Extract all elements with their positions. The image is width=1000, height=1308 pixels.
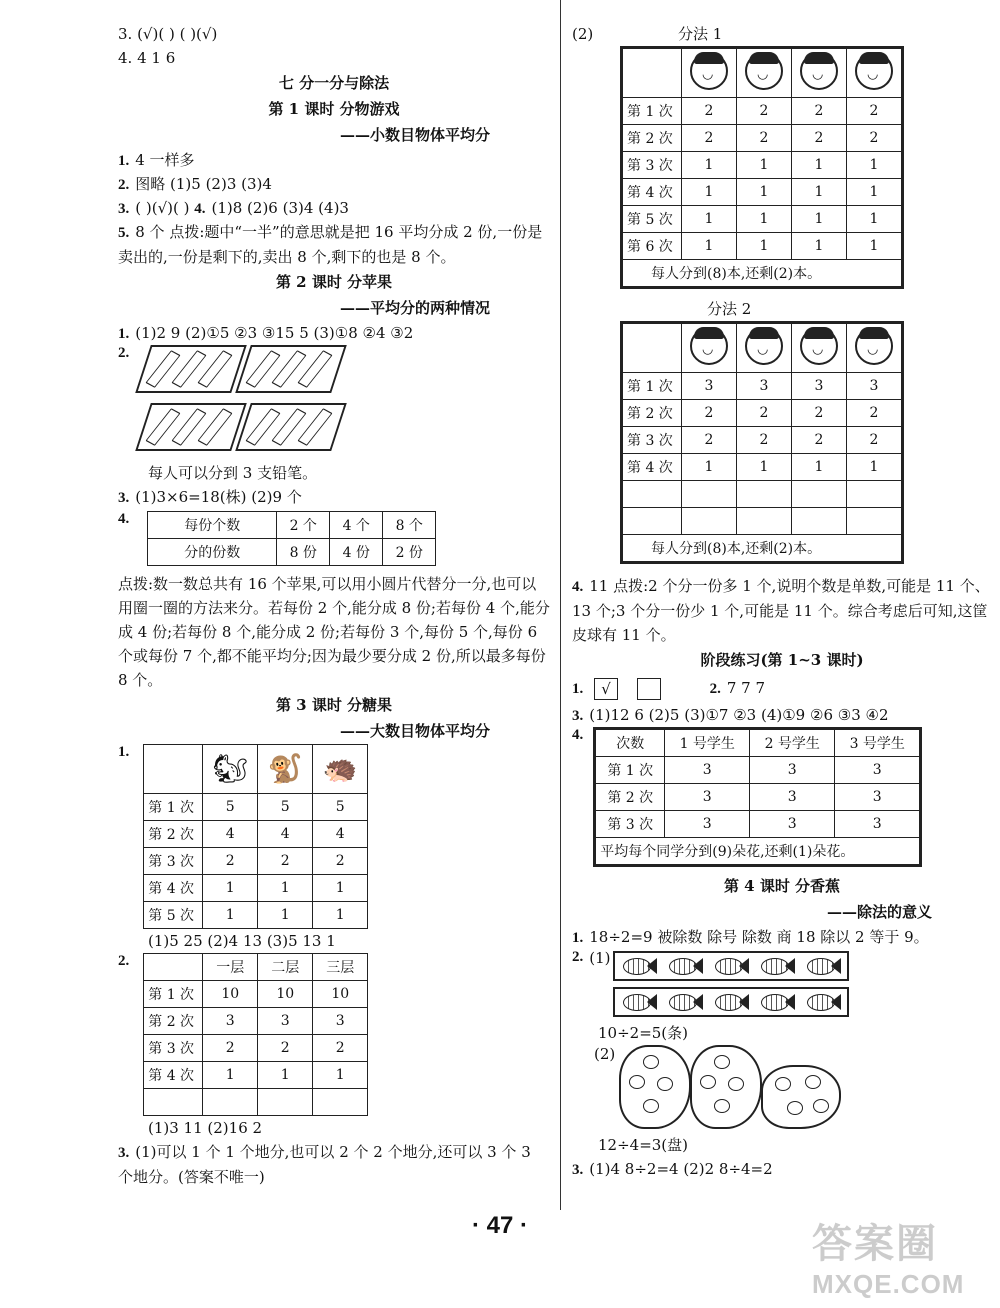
table-cell (144, 1089, 203, 1116)
answer-note: 点拨:数一数总共有 16 个苹果,可以用小圆片代替分一分,也可以用圈一圈的方法来分。若每份 2 个,能分成 8 份;若每份 4 个,能分成 4 份;若每份 8 个,能分成 2 份;若每份 3 个,每份 5 个,每份 6 个或每份 7 个,都不能平均分;因为最少要分成 2 份,所以最多每份 8 个。 (118, 575, 550, 689)
table-cell: 2 (847, 98, 902, 125)
table-cell (203, 1089, 258, 1116)
table-cell: 3 (258, 1008, 313, 1035)
table-cell: 第 4 次 (144, 875, 203, 902)
question-number: 1. (118, 326, 130, 342)
table-cell: 2 (682, 98, 737, 125)
fish-icon (757, 955, 797, 977)
table-cell: 4 份 (330, 539, 383, 566)
table-cell (847, 508, 902, 535)
pencil-group-icon (235, 403, 347, 451)
table-row (144, 902, 368, 929)
table-cell: 第 2 次 (623, 125, 682, 152)
table-cell: 5 (203, 794, 258, 821)
table-row (623, 481, 902, 508)
table-cell (737, 508, 792, 535)
table-cell: 2 (203, 848, 258, 875)
table-row (623, 206, 902, 233)
fish-icon (803, 991, 843, 1013)
question-number: 2. (118, 177, 130, 193)
table-cell (682, 49, 737, 98)
table-cell (792, 481, 847, 508)
table-row (596, 811, 920, 838)
table-cell: 4 个 (330, 512, 383, 539)
question-number: 3. (572, 1162, 584, 1178)
table-cell (144, 954, 203, 981)
table-row (623, 427, 902, 454)
table-cell (682, 324, 737, 373)
answer-text: (1)2 9 (2)①5 ②3 ③15 5 (3)①8 ②4 ③2 (135, 324, 414, 342)
table-cell: 2 (847, 427, 902, 454)
answer-text: (1)可以 1 个 1 个地分,也可以 2 个 2 个地分,还可以 3 个 3 个地分。(答案不唯一) (118, 1143, 531, 1186)
question-number: 2. (572, 949, 584, 965)
table-cell: 2 (847, 400, 902, 427)
fish-icon (665, 991, 705, 1013)
question-number: 1. (572, 930, 584, 946)
answer-text: (1)3×6=18(株) (2)9 个 (135, 488, 302, 506)
fish-icon (757, 991, 797, 1013)
squirrel-icon: 🐿 (212, 752, 249, 785)
table-row (623, 49, 902, 98)
shelf-division-table (143, 953, 368, 1116)
answer-text: (1)12 6 (2)5 (3)①7 ②3 (4)①9 ②6 ③3 ④2 (589, 706, 889, 724)
table-cell: 第 1 次 (144, 794, 203, 821)
table-cell: 3 号学生 (835, 730, 920, 757)
table-cell: 2 (737, 400, 792, 427)
table-cell (737, 324, 792, 373)
question-number: 3. (118, 201, 130, 217)
table-row (623, 125, 902, 152)
table-row (144, 745, 368, 794)
table-row (623, 233, 902, 260)
table-cell: 第 2 次 (144, 821, 203, 848)
table-cell: 1 号学生 (665, 730, 750, 757)
lesson-subtitle: ——除法的意义 (826, 903, 932, 921)
table-cell: 1 (737, 152, 792, 179)
table-cell (623, 508, 682, 535)
flower-division-table (595, 729, 920, 865)
table-cell: 1 (847, 152, 902, 179)
equation: 10÷2=5(条) (598, 1024, 689, 1042)
pencil-group-icon (135, 403, 247, 451)
table-row (144, 1062, 368, 1089)
flower-table-frame (593, 727, 922, 867)
lesson-title: 第 4 课时 分香蕉 (723, 877, 841, 895)
apple-division-table (147, 511, 436, 566)
table-cell: 4 (313, 821, 368, 848)
table-cell: 2 (682, 427, 737, 454)
table-cell (847, 481, 902, 508)
table-row (144, 821, 368, 848)
table-cell: 3 (313, 1008, 368, 1035)
answer-text: 每人可以分到 3 支铅笔。 (148, 464, 318, 482)
table-cell (847, 49, 902, 98)
table-cell: 1 (737, 454, 792, 481)
answer-note: 8 个 点拨:题中“一半”的意思就是把 16 平均分成 2 份,一份是卖出的,一份是剩下的,卖出 8 个,剩下的也是 8 个。 (118, 223, 543, 266)
table-cell: 第 2 次 (596, 784, 665, 811)
table-cell: 2 (737, 427, 792, 454)
lesson-subtitle: ——小数目物体平均分 (339, 126, 490, 144)
table-note: 每人分到(8)本,还剩(2)本。 (623, 260, 902, 287)
table-cell (792, 49, 847, 98)
table-note: 每人分到(8)本,还剩(2)本。 (623, 535, 902, 562)
sub-question-label: (2) (594, 1045, 616, 1063)
table-cell: 1 (313, 875, 368, 902)
book-division-table-1 (622, 48, 902, 287)
table-cell (792, 324, 847, 373)
question-number: 4. (194, 201, 206, 217)
table-cell: 5 (313, 794, 368, 821)
table-cell: 3 (665, 784, 750, 811)
question-number: 3. (118, 490, 130, 506)
table-row (623, 454, 902, 481)
table-cell: 2 (682, 125, 737, 152)
chapter-title: 七 分一分与除法 (278, 74, 390, 92)
table-cell: 4 (258, 821, 313, 848)
table-cell (623, 481, 682, 508)
fish-icon (711, 955, 751, 977)
table-cell: 第 1 次 (596, 757, 665, 784)
table-row (144, 1008, 368, 1035)
table-cell: 1 (847, 179, 902, 206)
answer-text: (1)8 (2)6 (3)4 (4)3 (211, 199, 349, 217)
table-cell (313, 1089, 368, 1116)
table-cell (313, 745, 368, 794)
table-row (144, 794, 368, 821)
table-row (596, 838, 920, 865)
table-cell: 2 (792, 427, 847, 454)
answer-note: 11 点拨:2 个分一份多 1 个,说明个数是单数,可能是 11 个、13 个;3 个分一份少 1 个,可能是 11 个。综合考虑后可知,这筐皮球有 11 个。 (572, 577, 990, 644)
lesson-subtitle: ——大数目物体平均分 (339, 722, 490, 740)
table-row (144, 954, 368, 981)
answer-text: 4 一样多 (135, 151, 195, 169)
method-title: 分法 2 (707, 300, 752, 318)
table-row (623, 98, 902, 125)
table-cell: 第 5 次 (623, 206, 682, 233)
table-cell (623, 324, 682, 373)
table-cell: 第 3 次 (596, 811, 665, 838)
child-face-icon (690, 327, 728, 365)
table-row (596, 784, 920, 811)
fish-icon (665, 955, 705, 977)
table-cell: 第 3 次 (623, 427, 682, 454)
child-face-icon (800, 327, 838, 365)
table-cell: 3 (682, 373, 737, 400)
question-number: 4. (118, 511, 130, 527)
table-cell: 第 3 次 (144, 1035, 203, 1062)
check-box-checked: √ (594, 678, 618, 700)
table-row (596, 757, 920, 784)
table-cell (792, 508, 847, 535)
watermark-text: 答案圈 (812, 1222, 938, 1266)
right-column (572, 22, 992, 1181)
question-number: 2. (118, 345, 130, 361)
table-cell: 8 份 (277, 539, 330, 566)
method-title: 分法 1 (678, 25, 723, 43)
table-cell: 1 (203, 875, 258, 902)
table-cell: 一层 (203, 954, 258, 981)
pencil-figure (118, 345, 550, 461)
question-number: 1. (118, 744, 130, 760)
table-cell: 10 (313, 981, 368, 1008)
table-cell: 第 4 次 (144, 1062, 203, 1089)
table-cell: 1 (792, 179, 847, 206)
table-row (148, 512, 436, 539)
table-cell: 1 (737, 206, 792, 233)
question-number: 2. (709, 681, 721, 697)
table-cell: 1 (313, 1062, 368, 1089)
question-number: 5. (118, 225, 130, 241)
table-cell: 分的份数 (148, 539, 277, 566)
table-cell (682, 481, 737, 508)
question-number: 3. (118, 1145, 130, 1161)
table-cell: 3 (737, 373, 792, 400)
table-row (623, 179, 902, 206)
child-face-icon (690, 52, 728, 90)
table-cell: 2 (737, 125, 792, 152)
fish-icon (803, 955, 843, 977)
page-number: · 47 · (471, 1212, 528, 1239)
table-cell: 3 (750, 757, 835, 784)
table-cell: 3 (847, 373, 902, 400)
plate-icon (761, 1065, 841, 1129)
table-cell: 10 (258, 981, 313, 1008)
table-cell: 3 (835, 811, 920, 838)
table-cell: 第 2 次 (144, 1008, 203, 1035)
table-row (623, 400, 902, 427)
table-cell: 1 (203, 1062, 258, 1089)
table-cell: 2 号学生 (750, 730, 835, 757)
table-cell: 8 个 (383, 512, 436, 539)
table-cell: 2 (737, 98, 792, 125)
answer-line: 3. (√)( ) ( )(√) (118, 25, 218, 43)
check-box-empty (637, 678, 661, 700)
sub-question-label: (1) (589, 949, 611, 967)
table-cell: 1 (847, 233, 902, 260)
table-cell: 2 (258, 1035, 313, 1062)
table-cell: 第 5 次 (144, 902, 203, 929)
table-cell: 1 (792, 152, 847, 179)
table-cell: 1 (792, 233, 847, 260)
table-cell (258, 1089, 313, 1116)
table-row (144, 875, 368, 902)
pencil-group-icon (235, 345, 347, 393)
table-cell: 每份个数 (148, 512, 277, 539)
table-cell: 3 (203, 1008, 258, 1035)
table-cell: 第 1 次 (623, 98, 682, 125)
table-row (148, 539, 436, 566)
fish-group (613, 951, 849, 981)
table-cell (258, 745, 313, 794)
table-cell: 三层 (313, 954, 368, 981)
table-row (623, 152, 902, 179)
watermark-logo (812, 1212, 992, 1302)
fish-figure (613, 949, 849, 1021)
table-cell: 1 (682, 152, 737, 179)
answer-text: 7 7 7 (726, 679, 766, 697)
table-cell: 2 (313, 1035, 368, 1062)
table-cell: 5 (258, 794, 313, 821)
table-row (144, 848, 368, 875)
lesson-title: 第 2 课时 分苹果 (275, 273, 393, 291)
table-cell: 第 4 次 (623, 179, 682, 206)
plate-icon (619, 1045, 691, 1129)
fish-icon (711, 991, 751, 1013)
monkey-icon: 🐒 (267, 752, 303, 785)
table-cell (737, 49, 792, 98)
table-cell: 2 (792, 98, 847, 125)
sub-question-label: (2) (572, 25, 594, 43)
table-cell: 1 (682, 454, 737, 481)
table-row (623, 535, 902, 562)
watermark-url: MXQE.COM (812, 1269, 965, 1299)
table-cell: 3 (835, 757, 920, 784)
table-cell: 2 (682, 400, 737, 427)
hedgehog-icon: 🦔 (322, 752, 358, 785)
stage-practice-title: 阶段练习(第 1~3 课时) (700, 651, 864, 669)
table-cell: 2 (203, 1035, 258, 1062)
table-cell: 2 (792, 400, 847, 427)
table-cell: 1 (737, 233, 792, 260)
table-cell: 第 6 次 (623, 233, 682, 260)
table-cell (203, 745, 258, 794)
table-row (623, 324, 902, 373)
table-cell: 3 (792, 373, 847, 400)
question-number: 1. (572, 681, 584, 697)
child-face-icon (855, 52, 893, 90)
table-cell: 1 (313, 902, 368, 929)
table-cell: 第 1 次 (144, 981, 203, 1008)
lesson-subtitle: ——平均分的两种情况 (339, 299, 490, 317)
table-row (144, 1035, 368, 1062)
child-face-icon (745, 327, 783, 365)
answer-text: (1)4 8÷2=4 (2)2 8÷4=2 (589, 1160, 773, 1178)
table-cell: 次数 (596, 730, 665, 757)
apple-plates-figure (619, 1045, 835, 1133)
question-number: 3. (572, 708, 584, 724)
left-column (118, 22, 550, 1189)
table-cell: 1 (682, 233, 737, 260)
table-cell: 第 3 次 (623, 152, 682, 179)
fish-icon (619, 991, 659, 1013)
lesson-title: 第 3 课时 分糖果 (275, 696, 393, 714)
question-number: 1. (118, 153, 130, 169)
book-division-table-2 (622, 323, 902, 562)
answer-text: 18÷2=9 被除数 除号 除数 商 18 除以 2 等于 9。 (589, 928, 929, 946)
answer-text: 图略 (1)5 (2)3 (3)4 (135, 175, 272, 193)
child-face-icon (800, 52, 838, 90)
table-cell: 1 (847, 206, 902, 233)
child-face-icon (855, 327, 893, 365)
table-cell: 二层 (258, 954, 313, 981)
table-cell (144, 745, 203, 794)
table-cell: 1 (792, 206, 847, 233)
method1-table-frame (620, 46, 904, 289)
pencil-group-icon (135, 345, 247, 393)
lesson-title: 第 1 课时 分物游戏 (268, 100, 400, 118)
answer-line: 4. 4 1 6 (118, 49, 176, 67)
table-cell: 1 (737, 179, 792, 206)
table-row (144, 1089, 368, 1116)
answer-text: ( )(√)( ) (135, 199, 190, 217)
table-cell: 第 4 次 (623, 454, 682, 481)
question-number: 2. (118, 953, 130, 969)
plate-icon (690, 1045, 762, 1129)
table-row (144, 981, 368, 1008)
table-cell: 第 1 次 (623, 373, 682, 400)
child-face-icon (745, 52, 783, 90)
table-cell: 2 (313, 848, 368, 875)
table-cell: 第 3 次 (144, 848, 203, 875)
table-cell: 第 2 次 (623, 400, 682, 427)
table-cell: 1 (682, 179, 737, 206)
method2-table-frame (620, 321, 904, 564)
table-row (623, 260, 902, 287)
table-row (623, 508, 902, 535)
table-cell: 2 个 (277, 512, 330, 539)
question-number: 4. (572, 579, 584, 595)
table-cell (682, 508, 737, 535)
fish-icon (619, 955, 659, 977)
table-note: 平均每个同学分到(9)朵花,还剩(1)朵花。 (596, 838, 920, 865)
table-cell: 1 (847, 454, 902, 481)
table-cell: 3 (665, 757, 750, 784)
table-cell: 2 (847, 125, 902, 152)
table-cell: 1 (682, 206, 737, 233)
candy-division-table (143, 744, 368, 929)
table-cell: 3 (835, 784, 920, 811)
column-divider (560, 0, 561, 1210)
table-cell: 4 (203, 821, 258, 848)
table-cell: 1 (258, 875, 313, 902)
table-cell (623, 49, 682, 98)
table-cell: 2 (792, 125, 847, 152)
table-cell: 1 (258, 902, 313, 929)
table-cell (847, 324, 902, 373)
answer-text: (1)5 25 (2)4 13 (3)5 13 1 (148, 932, 336, 950)
table-cell: 3 (750, 811, 835, 838)
table-cell (737, 481, 792, 508)
table-row (596, 730, 920, 757)
table-cell: 3 (750, 784, 835, 811)
table-cell: 10 (203, 981, 258, 1008)
equation: 12÷4=3(盘) (598, 1136, 689, 1154)
table-cell: 2 (258, 848, 313, 875)
table-cell: 3 (665, 811, 750, 838)
fish-group (613, 987, 849, 1017)
table-cell: 1 (792, 454, 847, 481)
table-row (623, 373, 902, 400)
table-cell: 1 (203, 902, 258, 929)
answer-text: (1)3 11 (2)16 2 (148, 1119, 263, 1137)
table-cell: 1 (258, 1062, 313, 1089)
table-cell: 2 份 (383, 539, 436, 566)
question-number: 4. (572, 727, 584, 743)
